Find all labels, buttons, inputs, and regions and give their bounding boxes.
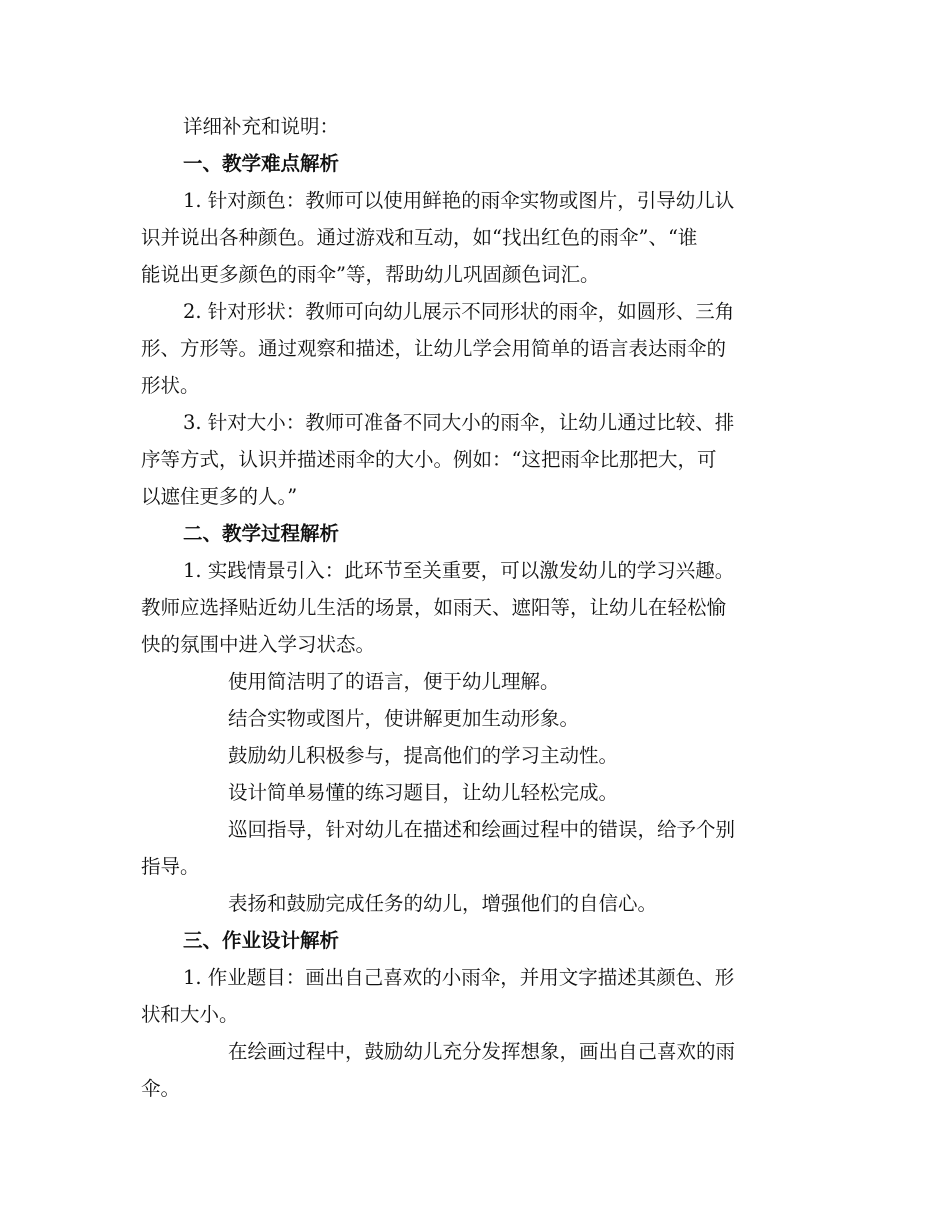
paragraph-line: 设计简单易懂的练习题目，让幼儿轻松完成。 xyxy=(228,781,619,804)
paragraph-line: 2. 针对形状：教师可向幼儿展示不同形状的雨伞，如圆形、三角 xyxy=(183,300,735,323)
intro-line: 详细补充和说明： xyxy=(183,115,340,138)
paragraph-line: 伞。 xyxy=(141,1077,181,1100)
paragraph-line: 结合实物或图片，使讲解更加生动形象。 xyxy=(228,707,580,730)
paragraph-line: 1. 针对颜色：教师可以使用鲜艳的雨伞实物或图片，引导幼儿认 xyxy=(183,189,735,212)
paragraph-line: 在绘画过程中，鼓励幼儿充分发挥想象，画出自己喜欢的雨 xyxy=(228,1040,736,1063)
paragraph-line: 鼓励幼儿积极参与，提高他们的学习主动性。 xyxy=(228,744,619,767)
paragraph-line: 形状。 xyxy=(141,374,200,397)
paragraph-line: 形、方形等。通过观察和描述，让幼儿学会用简单的语言表达雨伞的 xyxy=(141,337,727,360)
paragraph-line: 3. 针对大小：教师可准备不同大小的雨伞，让幼儿通过比较、排 xyxy=(183,411,735,434)
document-body xyxy=(141,108,805,1107)
paragraph-line: 1. 作业题目：画出自己喜欢的小雨伞，并用文字描述其颜色、形 xyxy=(183,966,735,989)
paragraph-line: 教师应选择贴近幼儿生活的场景，如雨天、遮阳等，让幼儿在轻松愉 xyxy=(141,596,727,619)
paragraph-line: 巡回指导，针对幼儿在描述和绘画过程中的错误，给予个别 xyxy=(228,818,736,841)
section-heading-process: 二、教学过程解析 xyxy=(183,522,340,545)
section-heading-difficulties: 一、教学难点解析 xyxy=(183,152,340,175)
paragraph-line: 识并说出各种颜色。通过游戏和互动，如“找出红色的雨伞”、“谁 xyxy=(141,226,698,249)
paragraph-line: 能说出更多颜色的雨伞”等，帮助幼儿巩固颜色词汇。 xyxy=(141,263,600,286)
paragraph-line: 状和大小。 xyxy=(141,1003,239,1026)
paragraph-line: 使用简洁明了的语言，便于幼儿理解。 xyxy=(228,670,560,693)
paragraph-line: 指导。 xyxy=(141,855,200,878)
paragraph-line: 快的氛围中进入学习状态。 xyxy=(141,633,376,656)
section-heading-homework: 三、作业设计解析 xyxy=(183,929,340,952)
paragraph-line: 序等方式，认识并描述雨伞的大小。例如：“这把雨伞比那把大，可 xyxy=(141,448,717,471)
paragraph-line: 1. 实践情景引入：此环节至关重要，可以激发幼儿的学习兴趣。 xyxy=(183,559,735,582)
paragraph-line: 以遮住更多的人。” xyxy=(141,485,298,508)
paragraph-line: 表扬和鼓励完成任务的幼儿，增强他们的自信心。 xyxy=(228,892,658,915)
